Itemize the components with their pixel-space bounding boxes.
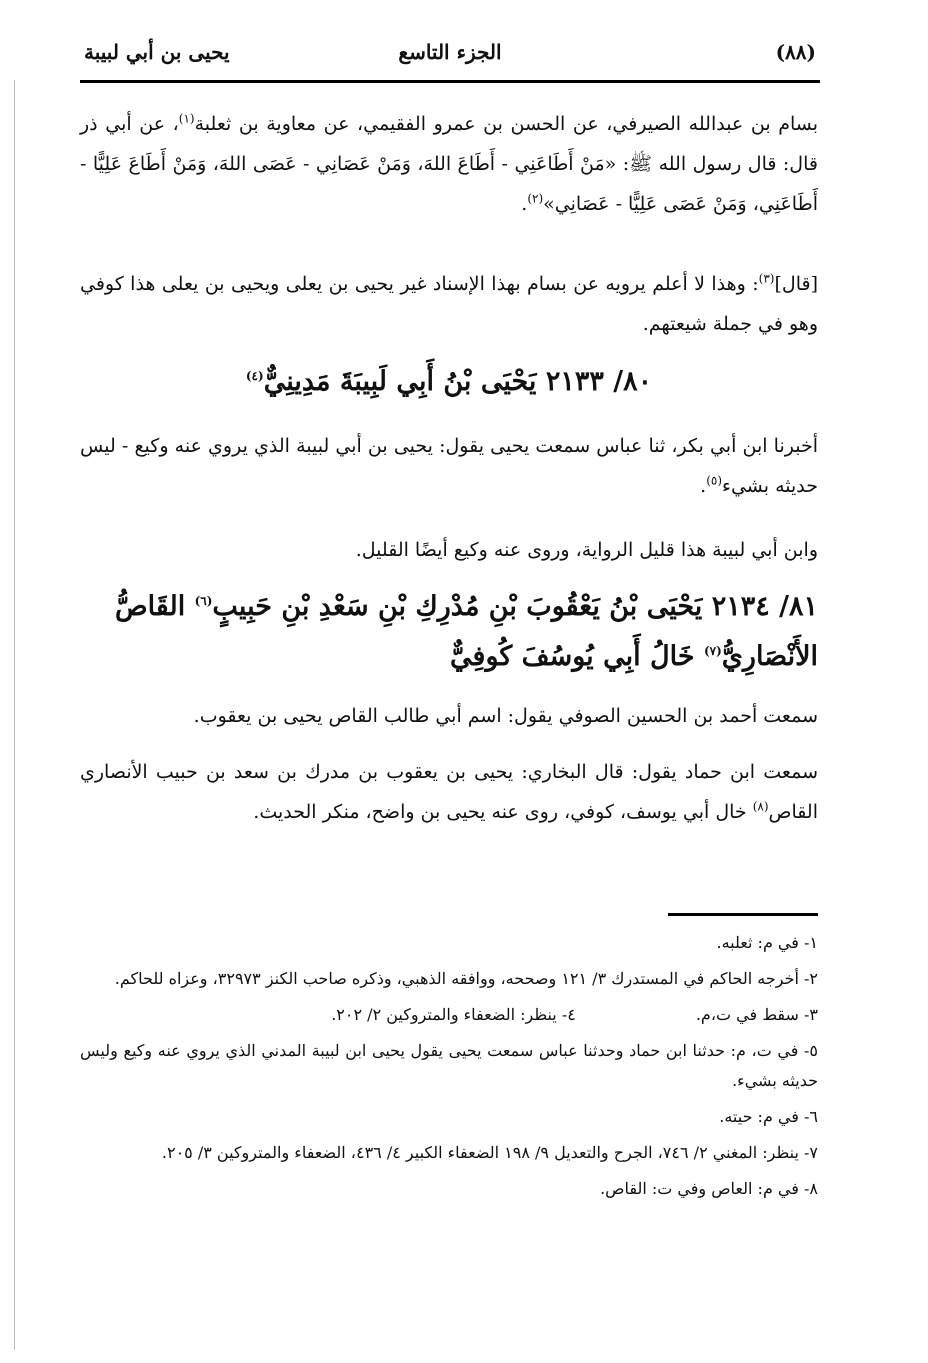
text-span: ، عن أبي ذر قال: قال رسول الله ﷺ: «مَنْ أَطَاعَنِي - أَطَاعَ اللهَ، وَمَنْ عَصَانِي - عَصَى اللهَ، وَمَنْ أَطَاعَ عَلِيًّا - أَطَاعَنِي، وَمَنْ عَصَى عَلِيًّا - عَصَانِي»	[80, 113, 818, 215]
footnote-row-3-4	[80, 1000, 818, 1030]
footnote-ref: (٧)	[703, 644, 722, 658]
footnote-1: ١- في م: ثعلبه.	[716, 933, 818, 952]
footnote-ref: (٦)	[194, 594, 213, 608]
text-span: أخبرنا ابن أبي بكر، ثنا عباس سمعت يحيى يقول: يحيى بن أبي لبيبة الذي يروي عنه وكيع - ليس حديثه بشيء	[80, 435, 818, 497]
paragraph-6	[80, 752, 818, 832]
footnote-ref: (٥)	[706, 473, 723, 488]
paragraph-1	[80, 104, 818, 224]
text-span: خال أبي يوسف، كوفي، روى عنه يحيى بن واضح، منكر الحديث.	[253, 801, 753, 823]
entry-80	[80, 356, 818, 408]
entry-title-80	[80, 356, 818, 408]
text-span: .	[700, 475, 707, 497]
footnote-ref: (٣)	[758, 271, 775, 286]
text-span: : وهذا لا أعلم يرويه عن بسام بهذا الإسناد غير يحيى بن يعلى ويحيى بن يعلى هذا كوفي وهو في جملة شيعتهم.	[80, 273, 818, 335]
margin-line	[14, 80, 15, 1350]
paragraph-3	[80, 426, 818, 506]
entry-title-text: خَالُ أَبِي يُوسُفَ كُوفِيٌّ	[450, 641, 704, 672]
text-span: .	[521, 193, 528, 215]
text-span: [قال]	[774, 273, 818, 295]
footnote-7: ٧- ينظر: المغني ٢/ ٧٤٦، الجرح والتعديل ٩/ ١٩٨ الضعفاء الكبير ٤/ ٤٣٦، الضعفاء والمتروكين ٣/ ٢٠٥.	[161, 1143, 818, 1162]
text-span: سمعت ابن حماد يقول: قال البخاري: يحيى بن يعقوب بن مدرك بن سعد بن حبيب الأنصاري القاص	[80, 761, 818, 823]
header-rule	[80, 80, 820, 83]
footnote-8: ٨- في م: العاص وفي ت: القاص.	[600, 1179, 818, 1198]
footnote-3: ٣- سقط في ت،م.	[695, 1005, 818, 1024]
main-text	[80, 696, 818, 736]
footnotes	[80, 928, 818, 1210]
main-text	[80, 752, 818, 832]
footnote-4: ٤- ينظر: الضعفاء والمتروكين ٢/ ٢٠٢.	[331, 1005, 576, 1024]
main-text	[80, 264, 818, 344]
paragraph-5: سمعت أحمد بن الحسين الصوفي يقول: اسم أبي طالب القاص يحيى بن يعقوب.	[193, 705, 818, 727]
footnote-5: ٥- في ت، م: حدثنا ابن حماد وحدثنا عباس سمعت يحيى يقول يحيى ابن لبيبة المدني الذي يروي عنه وكيع وليس حديثه بشيء.	[80, 1041, 818, 1090]
part-title: الجزء التاسع	[398, 40, 502, 64]
entry-81	[80, 582, 818, 682]
main-text	[80, 530, 818, 570]
page-number: (٨٨)	[775, 40, 816, 64]
entry-title-text: ٨١/ ٢١٣٤ يَحْيَى بْنُ يَعْقُوبَ بْنِ مُدْرِكِ بْنِ سَعْدِ بْنِ حَبِيبٍ	[212, 591, 818, 622]
paragraph-2	[80, 264, 818, 344]
page-header	[80, 38, 820, 80]
footnote-6: ٦- في م: حيته.	[719, 1107, 818, 1126]
main-text	[80, 104, 818, 224]
entry-title-81	[80, 582, 818, 682]
footnote-2: ٢- أخرجه الحاكم في المستدرك ٣/ ١٢١ وصححه، ووافقه الذهبي، وذكره صاحب الكنز ٣٢٩٧٣، وعزاه للحاكم.	[114, 969, 818, 988]
footnote-separator	[668, 913, 818, 916]
text-span: بسام بن عبدالله الصيرفي، عن الحسن بن عمرو الفقيمي، عن معاوية بن ثعلبة	[194, 113, 819, 135]
entry-title-text: ٨٠/ ٢١٣٣ يَحْيَى بْنُ أَبِي لَبِيبَةَ مَدِينِيٌّ	[263, 366, 653, 397]
running-title: يحيى بن أبي لبيبة	[84, 40, 230, 64]
main-text	[80, 426, 818, 506]
footnote-ref: (٢)	[527, 191, 544, 206]
entry-title-text: القَاصُّ الأَنْصَارِيُّ	[114, 591, 818, 672]
footnote-ref: (١)	[178, 111, 195, 126]
paragraph-4: وابن أبي لبيبة هذا قليل الرواية، وروى عنه وكيع أيضًا القليل.	[355, 539, 818, 561]
footnote-ref: (٨)	[752, 799, 769, 814]
footnote-ref: (٤)	[245, 369, 264, 383]
